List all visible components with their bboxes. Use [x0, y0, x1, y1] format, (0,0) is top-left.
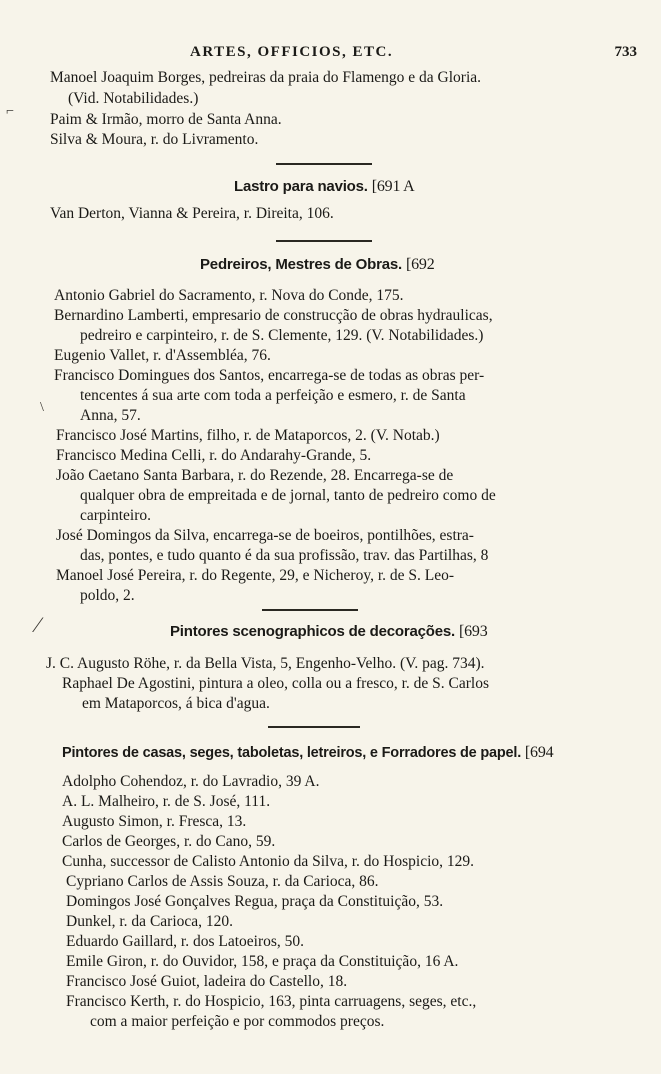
entry-line: Francisco Medina Celli, r. do Andarahy-Grande, 5.	[56, 447, 372, 464]
section-divider	[276, 240, 372, 242]
entry-line: Raphael De Agostini, pintura a oleo, colla ou a fresco, r. de S. Carlos	[62, 675, 490, 692]
entry-line: pedreiro e carpinteiro, r. de S. Clemente, 129. (V. Notabilidades.)	[80, 327, 484, 344]
entry-line: carpinteiro.	[80, 507, 152, 524]
running-header	[0, 44, 661, 64]
entry-line: A. L. Malheiro, r. de S. José, 111.	[62, 793, 271, 810]
entry-line: José Domingos da Silva, encarrega-se de boeiros, pontilhões, estra-	[56, 527, 474, 544]
entry-line: Bernardino Lamberti, empresario de construcção de obras hydraulicas,	[54, 307, 493, 324]
entry-line: Domingos José Gonçalves Regua, praça da Constituição, 53.	[66, 893, 444, 910]
entry-line: Emile Giron, r. do Ouvidor, 158, e praça da Constituição, 16 A.	[66, 953, 459, 970]
entry-line: Eduardo Gaillard, r. dos Latoeiros, 50.	[66, 933, 305, 950]
entry-line: Augusto Simon, r. Fresca, 13.	[62, 813, 247, 830]
margin-mark: ⁄	[36, 612, 40, 637]
entry-line: João Caetano Santa Barbara, r. do Rezende, 28. Encarrega-se de	[56, 467, 454, 484]
section-divider	[262, 609, 358, 611]
entry-line: Manoel José Pereira, r. do Regente, 29, e Nicheroy, r. de S. Leo-	[56, 567, 455, 584]
entry-line: (Vid. Notabilidades.)	[68, 90, 199, 107]
entry-line: em Mataporcos, á bica d'agua.	[82, 695, 270, 712]
entry-line: qualquer obra de empreitada e de jornal, tanto de pedreiro como de	[80, 487, 496, 504]
entry-line: Francisco José Martins, filho, r. de Mataporcos, 2. (V. Notab.)	[56, 427, 440, 444]
entry-line: com a maior perfeição e por commodos preços.	[90, 1013, 385, 1030]
entry-line: Carlos de Georges, r. do Cano, 59.	[62, 833, 276, 850]
entry-line: Antonio Gabriel do Sacramento, r. Nova do Conde, 175.	[54, 287, 404, 304]
page-number: 733	[614, 44, 637, 60]
entry-line: Francisco Kerth, r. do Hospicio, 163, pinta carruagens, seges, etc.,	[66, 993, 477, 1010]
entry-line: Van Derton, Vianna & Pereira, r. Direita, 106.	[50, 205, 334, 222]
entry-line: J. C. Augusto Röhe, r. da Bella Vista, 5, Engenho-Velho. (V. pag. 734).	[46, 655, 485, 672]
entry-line: tencentes á sua arte com toda a perfeição e esmero, r. de Santa	[80, 387, 466, 404]
section-heading-691: Lastro para navios. [691 A	[234, 178, 415, 195]
section-divider	[268, 726, 360, 728]
entry-line: Francisco José Guiot, ladeira do Castello, 18.	[66, 973, 348, 990]
entry-line: das, pontes, e tudo quanto é da sua profissão, trav. das Partilhas, 8	[80, 547, 489, 564]
entry-line: Anna, 57.	[80, 407, 141, 424]
entry-line: Adolpho Cohendoz, r. do Lavradio, 39 A.	[62, 773, 320, 790]
entry-line: poldo, 2.	[80, 587, 135, 604]
entry-line: Dunkel, r. da Carioca, 120.	[66, 913, 234, 930]
entry-line: Cypriano Carlos de Assis Souza, r. da Carioca, 86.	[66, 873, 379, 890]
entry-line: Cunha, successor de Calisto Antonio da Silva, r. do Hospicio, 129.	[62, 853, 475, 870]
entry-line: Paim & Irmão, morro de Santa Anna.	[50, 111, 282, 128]
margin-mark: \	[40, 400, 44, 415]
section-heading-692: Pedreiros, Mestres de Obras. [692	[200, 256, 435, 273]
margin-mark: ⌐	[6, 104, 14, 119]
header-title: ARTES, OFFICIOS, ETC.	[190, 44, 394, 60]
section-divider	[276, 163, 372, 165]
entry-line: Eugenio Vallet, r. d'Assembléa, 76.	[54, 347, 271, 364]
entry-line: Manoel Joaquim Borges, pedreiras da praia do Flamengo e da Gloria.	[50, 69, 482, 86]
section-heading-693: Pintores scenographicos de decorações. [693	[170, 623, 488, 640]
entry-line: Francisco Domingues dos Santos, encarrega-se de todas as obras per-	[54, 367, 485, 384]
section-heading-694: Pintores de casas, seges, taboletas, letreiros, e Forradores de papel. [694	[62, 744, 554, 761]
entry-line: Silva & Moura, r. do Livramento.	[50, 131, 259, 148]
